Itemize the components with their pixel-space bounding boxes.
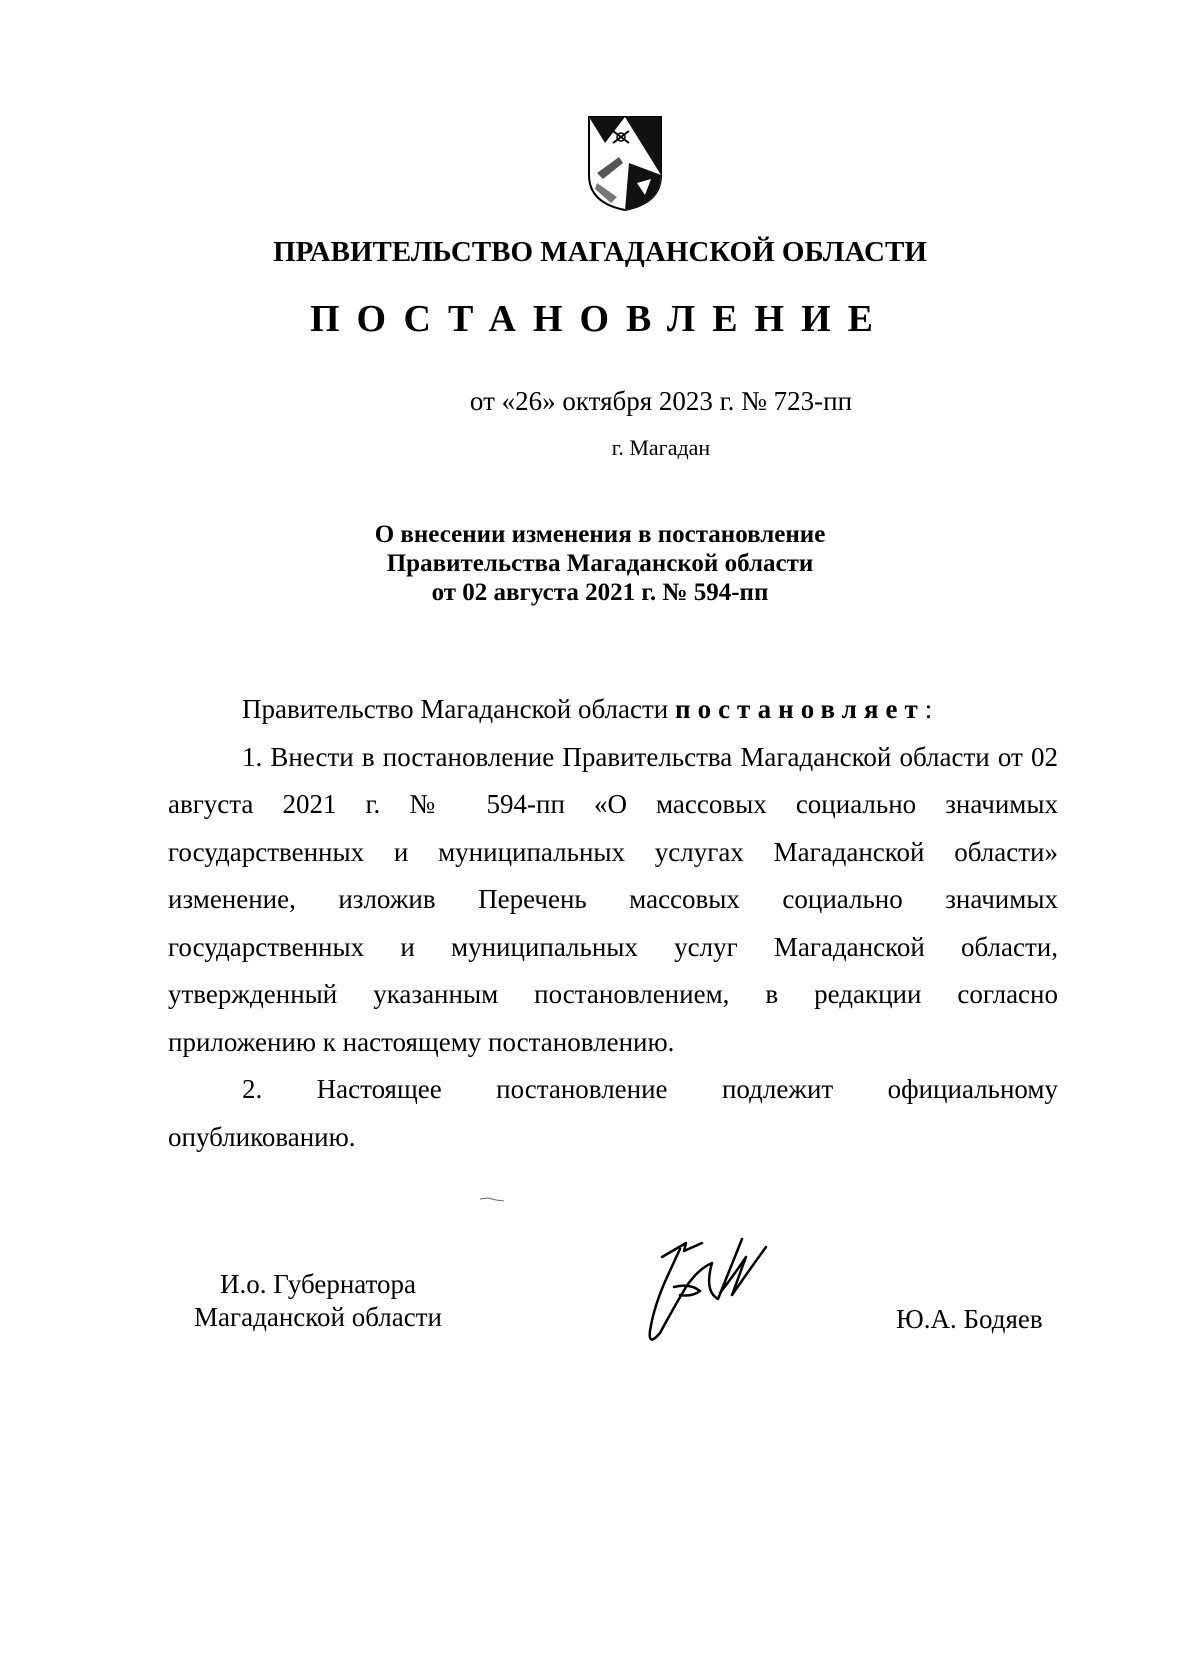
subject-line: О внесении изменения в постановление [374,521,826,548]
handwritten-signature-icon [640,1235,790,1365]
document-city: г. Магадан [611,435,711,460]
paragraph-1: 1. Внести в постановление Правительства Магаданской области от 02 августа 2021 г. № 594-пп «О массовых социально значимых государственных и муниципальных услугах Магаданской области» изменение, изложив Перечень массовых социально значимых государственных и муниципальных услуг Магаданской области, утвержденный указанным постановлением, в редакции согласно приложению к настоящему постановлению. [168,741,1058,1057]
preamble-verb: постановляет [675,694,925,724]
signatory-title-line: И.о. Губернатора [219,1269,416,1299]
document-body [168,686,1058,1161]
document-date-number: от «26» октября 2023 г. № 723-пп [469,386,853,416]
scan-mark [478,1196,506,1204]
subject-line: от 02 августа 2021 г. № 594-пп [431,579,769,606]
coat-of-arms-icon [585,113,665,213]
signatory-name: Ю.А. Бодяев [896,1304,1043,1334]
signatory-title [168,1268,468,1334]
preamble [168,686,1058,734]
subject-line: Правительства Магаданской области [386,550,814,577]
paragraph-2: 2. Настоящее постановление подлежит официальному опубликованию. [168,1074,1058,1152]
document-subject [0,520,1200,607]
signatory-title-line: Магаданской области [194,1302,442,1332]
preamble-end: : [924,694,933,724]
organization-heading: ПРАВИТЕЛЬСТВО МАГАДАНСКОЙ ОБЛАСТИ [273,236,927,268]
document-type-heading: ПОСТАНОВЛЕНИЕ [309,298,891,340]
preamble-text: Правительство Магаданской области [242,694,676,724]
